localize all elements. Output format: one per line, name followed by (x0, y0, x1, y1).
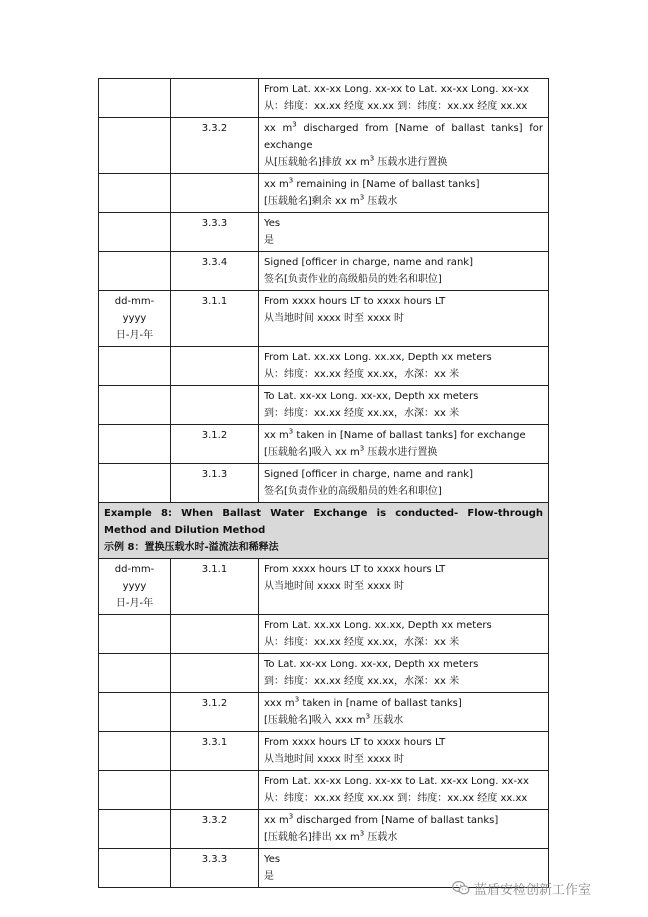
date-cell (99, 615, 171, 654)
entry-text-en: Yes (264, 218, 281, 229)
entry-cell (259, 347, 549, 386)
date-cell (99, 174, 171, 213)
date-cell (99, 118, 171, 174)
date-cell (99, 347, 171, 386)
date-cell (99, 425, 171, 464)
date-cell (99, 213, 171, 252)
entry-cell (259, 79, 549, 118)
item-code: 3.1.1 (201, 296, 228, 307)
entry-text-zh: 签名[负责作业的高级船员的姓名和职位] (264, 274, 442, 285)
date-cell (99, 291, 171, 347)
date-cell (99, 693, 171, 732)
date-text: dd-mm-yyyy (114, 296, 155, 324)
entry-text-en: From xxxx hours LT to xxxx hours LT (264, 296, 446, 307)
table-row (99, 771, 549, 810)
ballast-water-record-table (98, 78, 549, 888)
entry-cell (259, 386, 549, 425)
table-row (99, 810, 549, 849)
entry-cell (259, 464, 549, 503)
table-row (99, 386, 549, 425)
entry-text-zh: [压载舱名]吸入 xx $m^3$ 压载水进行置换 (264, 444, 438, 458)
entry-cell (259, 693, 549, 732)
entry-cell (259, 213, 549, 252)
date-cell (99, 386, 171, 425)
item-code: 3.1.2 (201, 698, 228, 709)
item-code: 3.3.2 (201, 815, 228, 826)
item-code: 3.3.4 (201, 257, 228, 268)
item-code: 3.3.3 (201, 854, 228, 865)
entry-text-zh: 是 (264, 871, 274, 882)
item-code-cell (171, 615, 259, 654)
entry-text-en: From Lat. xx-xx Long. xx-xx to Lat. xx-xx Long. xx-xx (264, 776, 529, 787)
entry-text-zh: [压载舱名]剩余 xx $m^3$ 压载水 (264, 193, 398, 207)
entry-cell (259, 654, 549, 693)
watermark-text: 蓝盾安检创新工作室 (474, 882, 592, 898)
entry-cell (259, 291, 549, 347)
item-code: 3.3.3 (201, 218, 228, 229)
table-row (99, 291, 549, 347)
date-cell (99, 849, 171, 888)
date-cell (99, 810, 171, 849)
date-cell (99, 464, 171, 503)
entry-cell (259, 732, 549, 771)
entry-text-zh: 从[压载舱名]排放 xx $m^3$ 压载水进行置换 (264, 154, 448, 168)
entry-text-en: From xxxx hours LT to xxxx hours LT (264, 564, 446, 575)
item-code-cell (171, 213, 259, 252)
entry-text-en: From Lat. xx.xx Long. xx.xx, Depth xx meters (264, 352, 492, 363)
item-code-cell (171, 174, 259, 213)
entry-text-zh: 签名[负责作业的高级船员的姓名和职位] (264, 486, 442, 497)
item-code-cell (171, 732, 259, 771)
item-code: 3.1.2 (201, 430, 228, 441)
entry-text-en: Yes (264, 854, 281, 865)
entry-text-en: To Lat. xx-xx Long. xx-xx, Depth xx meters (264, 659, 479, 670)
table-row (99, 732, 549, 771)
entry-text-zh: 从：纬度：xx.xx 经度 xx.xx，水深：xx 米 (264, 369, 460, 380)
table-row (99, 425, 549, 464)
date-text: 日-月-年 (115, 598, 154, 609)
item-code-cell (171, 693, 259, 732)
table-row (99, 174, 549, 213)
entry-text-zh: 从：纬度：xx.xx 经度 xx.xx 到：纬度：xx.xx 经度 xx.xx (264, 793, 528, 804)
section-title-zh: 示例 8：置换压载水时-溢流法和稀释法 (104, 542, 279, 553)
item-code-cell (171, 810, 259, 849)
date-text: 日-月-年 (115, 330, 154, 341)
item-code-cell (171, 654, 259, 693)
entry-text-en: xx $m^3$ remaining in [Name of ballast tanks] (264, 176, 480, 190)
entry-cell (259, 771, 549, 810)
item-code-cell (171, 347, 259, 386)
table-row (99, 118, 549, 174)
table-body-top (99, 79, 549, 503)
item-code-cell (171, 291, 259, 347)
section-header-body (99, 503, 549, 559)
entry-text-zh: 到：纬度：xx.xx 经度 xx.xx，水深：xx 米 (264, 676, 460, 687)
item-code-cell (171, 464, 259, 503)
table-row (99, 347, 549, 386)
table-row (99, 213, 549, 252)
item-code-cell (171, 849, 259, 888)
item-code-cell (171, 386, 259, 425)
entry-text-en: From Lat. xx-xx Long. xx-xx to Lat. xx-xx Long. xx-xx (264, 84, 529, 95)
entry-text-en: xxx $m^3$ taken in [name of ballast tanks] (264, 695, 462, 709)
section-header-row (99, 503, 549, 559)
section-header-cell (99, 503, 549, 559)
table-row (99, 693, 549, 732)
item-code-cell (171, 425, 259, 464)
watermark (452, 879, 591, 897)
item-code: 3.3.2 (201, 123, 228, 134)
item-code-cell (171, 79, 259, 118)
entry-cell (259, 252, 549, 291)
entry-text-zh: 从当地时间 xxxx 时至 xxxx 时 (264, 581, 405, 592)
item-code-cell (171, 118, 259, 174)
entry-cell (259, 615, 549, 654)
date-cell (99, 559, 171, 615)
entry-text-zh: 是 (264, 235, 274, 246)
entry-text-en: Signed [officer in charge, name and rank] (264, 257, 473, 268)
entry-text-en: To Lat. xx-xx Long. xx-xx, Depth xx meters (264, 391, 479, 402)
table-row (99, 464, 549, 503)
section-title-en: Example 8: When Ballast Water Exchange is conducted- Flow-through Method and Dilution Method (104, 508, 543, 536)
entry-text-en: xx $m^3$ discharged from [Name of ballast tanks] (264, 812, 499, 826)
table-row (99, 79, 549, 118)
entry-cell (259, 810, 549, 849)
entry-text-zh: 从当地时间 xxxx 时至 xxxx 时 (264, 754, 405, 765)
entry-text-zh: [压载舱名]排出 xx $m^3$ 压载水 (264, 829, 398, 843)
entry-text-zh: [压载舱名]吸入 xxx $m^3$ 压载水 (264, 712, 404, 726)
entry-text-en: From Lat. xx.xx Long. xx.xx, Depth xx meters (264, 620, 492, 631)
entry-cell (259, 174, 549, 213)
date-cell (99, 79, 171, 118)
item-code: 3.1.1 (201, 564, 228, 575)
date-cell (99, 654, 171, 693)
entry-cell (259, 559, 549, 615)
entry-text-en: Signed [officer in charge, name and rank] (264, 469, 473, 480)
table-row (99, 615, 549, 654)
entry-text-zh: 从：纬度：xx.xx 经度 xx.xx 到：纬度：xx.xx 经度 xx.xx (264, 101, 528, 112)
table-row (99, 654, 549, 693)
entry-cell (259, 425, 549, 464)
item-code: 3.3.1 (201, 737, 228, 748)
table-row (99, 252, 549, 291)
item-code: 3.1.3 (201, 469, 228, 480)
date-text: dd-mm-yyyy (114, 564, 155, 592)
entry-text-zh: 从当地时间 xxxx 时至 xxxx 时 (264, 313, 405, 324)
wechat-icon (452, 880, 470, 896)
date-cell (99, 732, 171, 771)
table-row (99, 559, 549, 615)
item-code-cell (171, 252, 259, 291)
entry-text-en: xx $m^3$ taken in [Name of ballast tanks] for exchange (264, 427, 526, 441)
item-code-cell (171, 771, 259, 810)
entry-text-en: From xxxx hours LT to xxxx hours LT (264, 737, 446, 748)
entry-text-en: xx $m^3$ discharged from [Name of ballast tanks] for exchange (264, 120, 543, 151)
date-cell (99, 771, 171, 810)
entry-text-zh: 到：纬度：xx.xx 经度 xx.xx，水深：xx 米 (264, 408, 460, 419)
entry-cell (259, 118, 549, 174)
entry-text-zh: 从：纬度：xx.xx 经度 xx.xx，水深：xx 米 (264, 637, 460, 648)
item-code-cell (171, 559, 259, 615)
date-cell (99, 252, 171, 291)
table-body-bottom (99, 559, 549, 888)
